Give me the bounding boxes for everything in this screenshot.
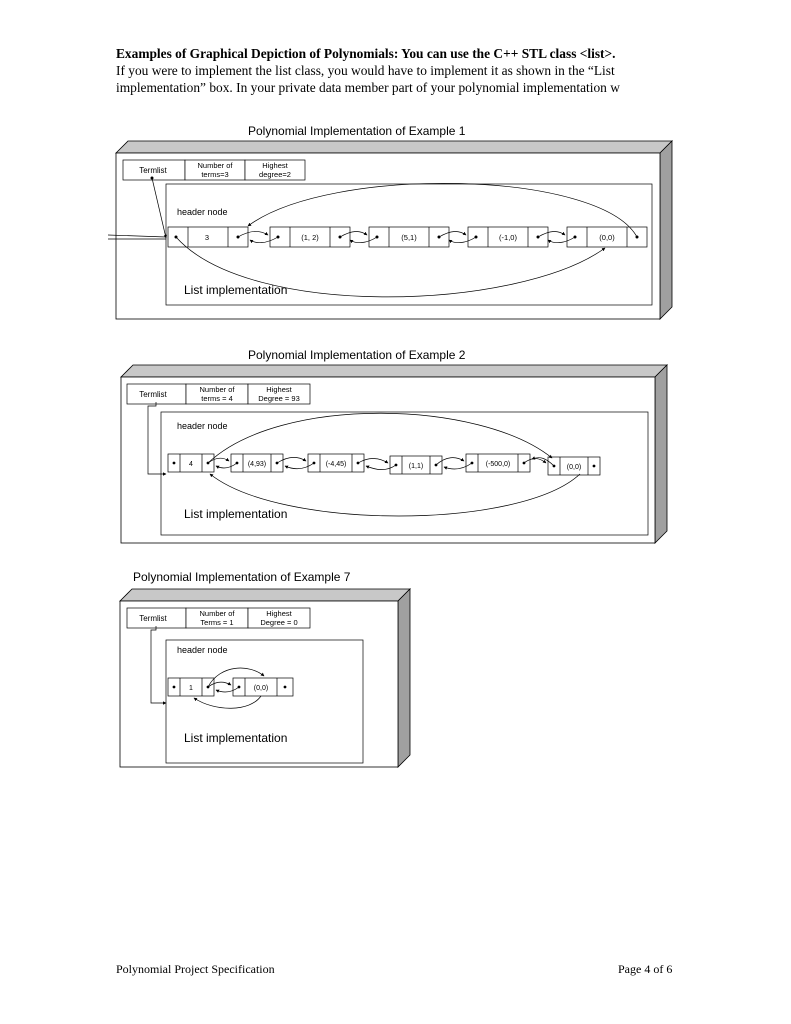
highest-line2: degree=2 (259, 170, 291, 179)
example7-diagram (120, 589, 410, 767)
intro-line-3: implementation” box. In your private data member part of your polynomial implementation w (116, 80, 620, 95)
list-node (468, 227, 548, 247)
list-node (548, 457, 600, 475)
svg-text:(1,1): (1,1) (408, 463, 424, 470)
list-impl-label: List implementation (184, 283, 288, 297)
box7-side-face (398, 589, 410, 767)
highest-line2: Degree = 93 (258, 394, 300, 403)
num-terms-line1: Number of (197, 161, 233, 170)
box1-side-face (660, 141, 672, 319)
list-node (168, 454, 214, 472)
list-node (567, 227, 647, 247)
svg-text:(1, 2): (1, 2) (301, 233, 319, 242)
num-terms-line1: Number of (199, 609, 235, 618)
svg-text:(-4,45): (-4,45) (325, 461, 347, 468)
example7-title: Polynomial Implementation of Example 7 (133, 570, 351, 584)
list-impl-label: List implementation (184, 731, 288, 745)
list-node (390, 456, 442, 474)
num-terms-line2: Terms = 1 (200, 618, 234, 627)
box1-top-face (116, 141, 672, 153)
list-impl-label: List implementation (184, 507, 288, 521)
header-node-label: header node (177, 645, 228, 655)
list-node (231, 454, 283, 472)
highest-line1: Highest (262, 161, 288, 170)
num-terms-line2: terms = 4 (201, 394, 233, 403)
svg-text:(5,1): (5,1) (401, 233, 417, 242)
num-terms-line2: terms=3 (201, 170, 229, 179)
svg-text:1: 1 (189, 685, 193, 692)
highest-line1: Highest (266, 609, 292, 618)
intro-line-2: If you were to implement the list class, you would have to implement it as shown in the “List (116, 63, 615, 78)
termlist-label: Termlist (139, 614, 167, 623)
box2-side-face (655, 365, 667, 543)
example1-title: Polynomial Implementation of Example 1 (248, 124, 466, 138)
list-node (168, 227, 248, 247)
highest-line1: Highest (266, 385, 292, 394)
svg-text:(0,0): (0,0) (566, 464, 582, 471)
list-node (466, 454, 530, 472)
example2-diagram (121, 365, 667, 543)
list-node (270, 227, 350, 247)
svg-text:4: 4 (189, 461, 193, 468)
list-node (369, 227, 449, 247)
list-node (308, 454, 364, 472)
termlist-label: Termlist (139, 390, 167, 399)
highest-line2: Degree = 0 (260, 618, 298, 627)
header-node-label: header node (177, 421, 228, 431)
termlist-label: Termlist (139, 166, 167, 175)
example2-title: Polynomial Implementation of Example 2 (248, 348, 466, 362)
num-terms-line1: Number of (199, 385, 235, 394)
list-node (233, 678, 293, 696)
svg-text:(-500,0): (-500,0) (485, 461, 511, 468)
box7-top-face (120, 589, 410, 601)
svg-text:3: 3 (204, 233, 210, 242)
footer-doc-title: Polynomial Project Specification (116, 962, 275, 976)
footer-page-number: Page 4 of 6 (618, 962, 673, 976)
box2-top-face (121, 365, 667, 377)
header-node-label: header node (177, 207, 228, 217)
svg-text:(0,0): (0,0) (599, 233, 615, 242)
svg-text:(4,93): (4,93) (247, 461, 267, 468)
intro-heading: Examples of Graphical Depiction of Polynomials: You can use the C++ STL class <list>. (116, 46, 616, 61)
svg-text:(-1,0): (-1,0) (499, 233, 517, 242)
svg-text:(0,0): (0,0) (253, 685, 269, 692)
example1-diagram (108, 141, 672, 319)
list-node (168, 678, 214, 696)
